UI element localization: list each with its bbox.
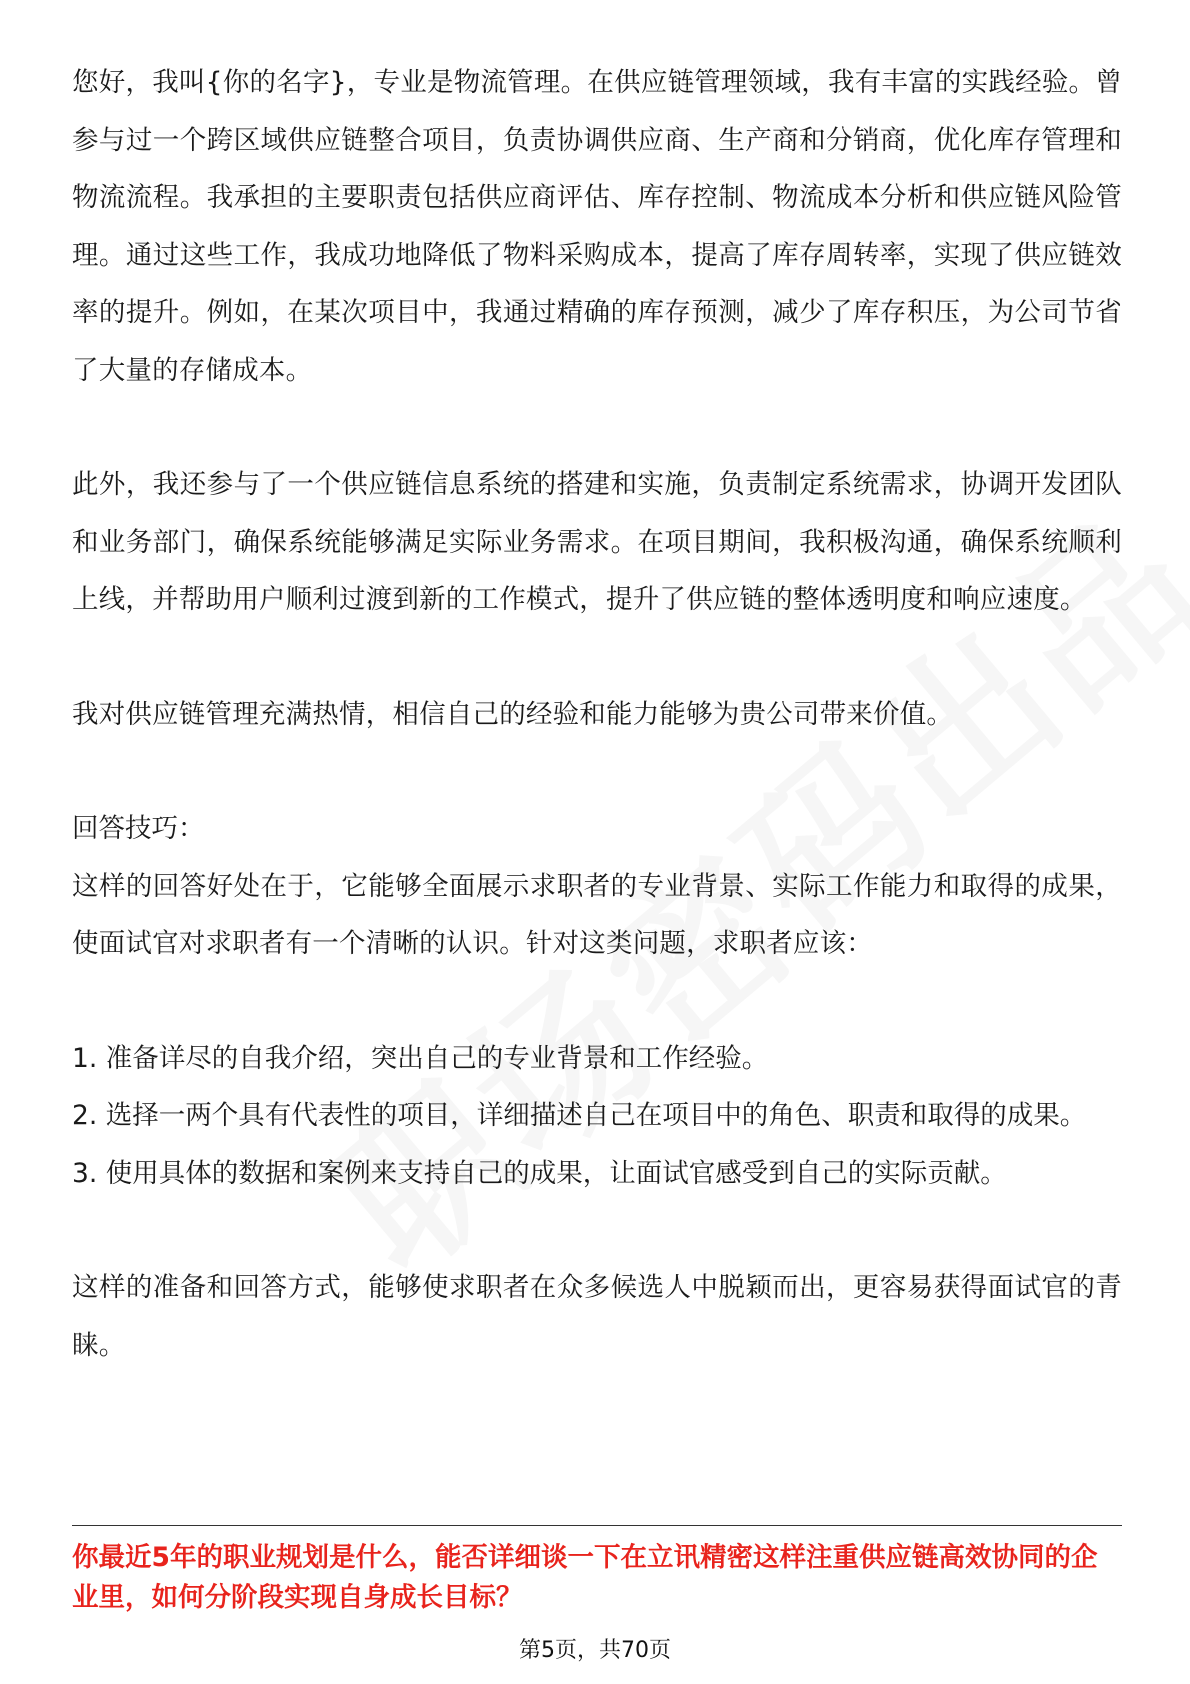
tips-summary: 这样的回答好处在于，它能够全面展示求职者的专业背景、实际工作能力和取得的成果，使面试官对求职者有一个清晰的认识。针对这类问题，求职者应该： [72, 870, 1122, 959]
intro-paragraph-3: 我对供应链管理充满热情，相信自己的经验和能力能够为贵公司带来价值。 [72, 698, 954, 730]
tips-item-2: 2. 选择一两个具有代表性的项目，详细描述自己在项目中的角色、职责和取得的成果。 [72, 1100, 1087, 1131]
paragraph-spacer [72, 973, 1122, 1030]
section-divider [72, 1525, 1122, 1526]
paragraph-spacer [72, 399, 1122, 456]
tips-conclusion: 这样的准备和回答方式，能够使求职者在众多候选人中脱颖而出，更容易获得面试官的青睐。 [72, 1272, 1122, 1361]
paragraph-spacer [72, 743, 1122, 800]
tips-item-1: 1. 准备详尽的自我介绍，突出自己的专业背景和工作经验。 [72, 1042, 769, 1074]
intro-paragraph-1: 您好，我叫{你的名字}，专业是物流管理。在供应链管理领域，我有丰富的实践经验。曾参与过一个跨区域供应链整合项目，负责协调供应商、生产商和分销商，优化库存管理和物流流程。我承担的主要职责包括供应商评估、库存控制、物流成本分析和供应链风险管理。通过这些工作，我成功地降低了物料采购成本，提高了库存周转率，实现了供应链效率的提升。例如，在某次项目中，我通过精确的库存预测，减少了库存积压，为公司节省了大量的存储成本。 [72, 67, 1122, 386]
tips-label: 回答技巧： [72, 813, 205, 844]
tips-item-3: 3. 使用具体的数据和案例来支持自己的成果，让面试官感受到自己的实际贡献。 [72, 1157, 1007, 1189]
paragraph-spacer [72, 629, 1122, 686]
page-number: 第5页，共70页 [519, 1638, 671, 1663]
intro-paragraph-2: 此外，我还参与了一个供应链信息系统的搭建和实施，负责制定系统需求，协调开发团队和业务部门，确保系统能够满足实际业务需求。在项目期间，我积极沟通，确保系统顺利上线，并帮助用户顺利过渡到新的工作模式，提升了供应链的整体透明度和响应速度。 [72, 469, 1122, 615]
document-body [72, 54, 1122, 1374]
paragraph-spacer [72, 1202, 1122, 1259]
next-question: 你最近5年的职业规划是什么，能否详细谈一下在立讯精密这样注重供应链高效协同的企业里，如何分阶段实现自身成长目标？ [72, 1542, 1098, 1613]
